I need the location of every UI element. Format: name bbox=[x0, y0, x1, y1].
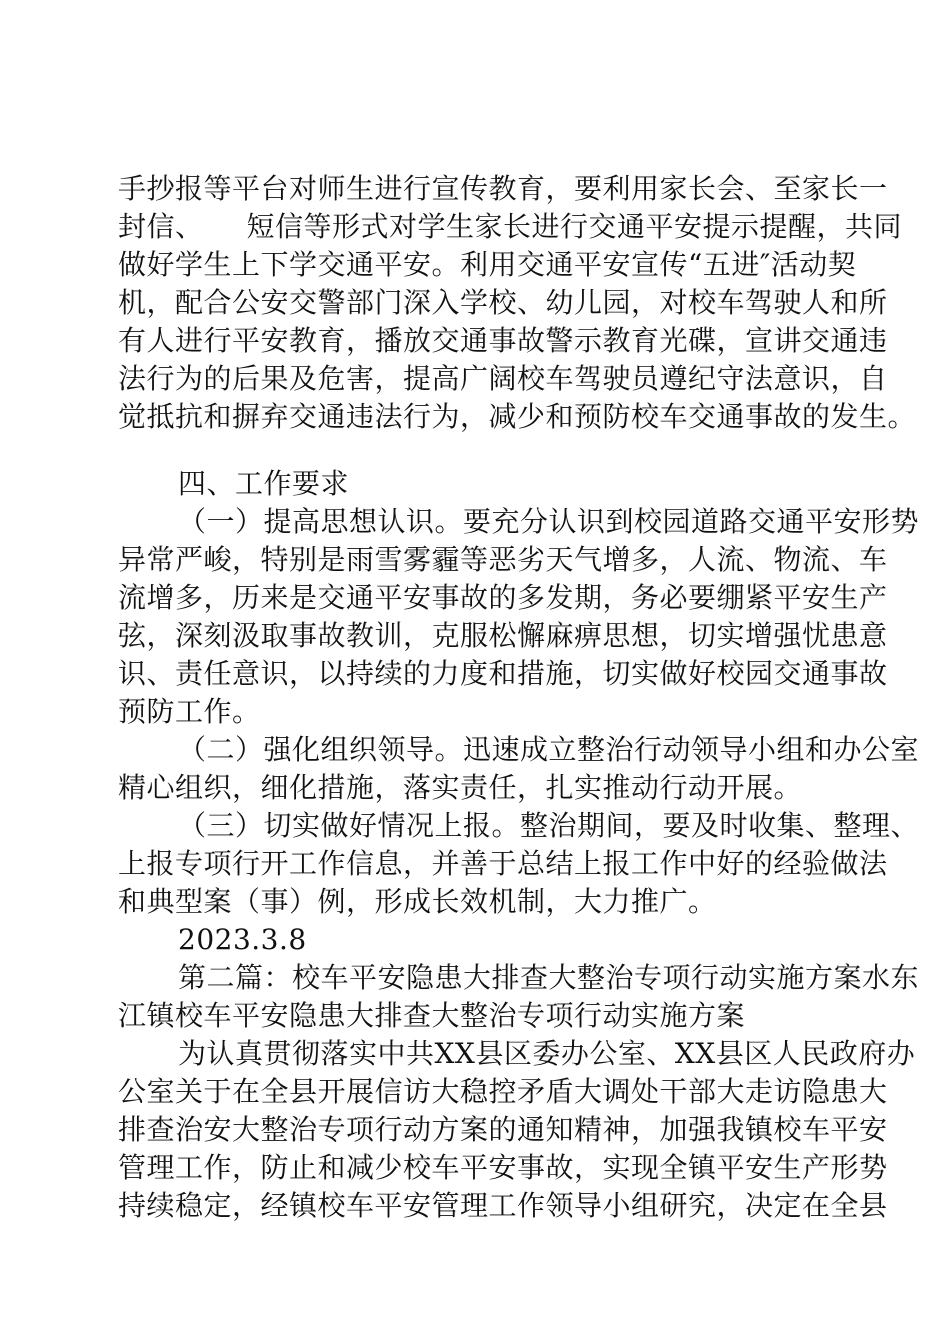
text-line: 精心组织，细化措施，落实责任，扎实推动行动开展。 bbox=[118, 771, 803, 804]
text-line: 排查治安大整治专项行动方案的通知精神，加强我镇校车平安 bbox=[118, 1113, 888, 1146]
text-line: （一）提高思想认识。要充分认识到校园道路交通平安形势 bbox=[178, 505, 920, 538]
text-line: 公室关于在全县开展信访大稳控矛盾大调处干部大走访隐患大 bbox=[118, 1075, 888, 1108]
text-line: 机，配合公安交警部门深入学校、幼儿园，对校车驾驶人和所 bbox=[118, 286, 888, 319]
chapter-title: 第二篇：校车平安隐患大排查大整治专项行动实施方案水东 bbox=[178, 961, 920, 994]
text-line: 手抄报等平台对师生进行宣传教育，要利用家长会、至家长一 bbox=[118, 172, 888, 205]
text-line: 和典型案（事）例，形成长效机制，大力推广。 bbox=[118, 885, 717, 918]
text-line: （三）切实做好情况上报。整治期间，要及时收集、整理、 bbox=[178, 809, 920, 842]
text-line: 法行为的后果及危害，提高广阔校车驾驶员遵纪守法意识，自 bbox=[118, 362, 888, 395]
text-line: 有人进行平安教育，播放交通事故警示教育光碟，宣讲交通违 bbox=[118, 324, 888, 357]
text-line: 上报专项行开工作信息，并善于总结上报工作中好的经验做法 bbox=[118, 847, 888, 880]
text-line: 预防工作。 bbox=[118, 695, 261, 728]
text-line: 做好学生上下学交通平安。利用交通平安宣传“五进″活动契 bbox=[118, 248, 857, 281]
text-line: 持续稳定，经镇校车平安管理工作领导小组研究，决定在全县 bbox=[118, 1189, 888, 1222]
date-line: 2023.3.8 bbox=[178, 923, 307, 956]
text-line: 管理工作，防止和减少校车平安事故，实现全镇平安生产形势 bbox=[118, 1151, 888, 1184]
chapter-title: 江镇校车平安隐患大排查大整治专项行动实施方案 bbox=[118, 999, 746, 1032]
text-line: 封信、 短信等形式对学生家长进行交通平安提示提醒，共同 bbox=[118, 210, 903, 243]
section-heading: 四、工作要求 bbox=[178, 467, 350, 500]
text-line: 为认真贯彻落实中共XX县区委办公室、XX县区人民政府办 bbox=[178, 1037, 916, 1070]
text-line: 弦，深刻汲取事故教训，克服松懈麻痹思想，切实增强忧患意 bbox=[118, 619, 888, 652]
text-line: 识、责任意识，以持续的力度和措施，切实做好校园交通事故 bbox=[118, 657, 888, 690]
text-line: （二）强化组织领导。迅速成立整治行动领导小组和办公室 bbox=[178, 733, 920, 766]
text-line: 觉抵抗和摒弃交通违法行为，减少和预防校车交通事故的发生。 bbox=[118, 400, 917, 433]
text-line: 流增多，历来是交通平安事故的多发期，务必要绷紧平安生产 bbox=[118, 581, 888, 614]
text-line: 异常严峻，特别是雨雪雾霾等恶劣天气增多，人流、物流、车 bbox=[118, 543, 888, 576]
